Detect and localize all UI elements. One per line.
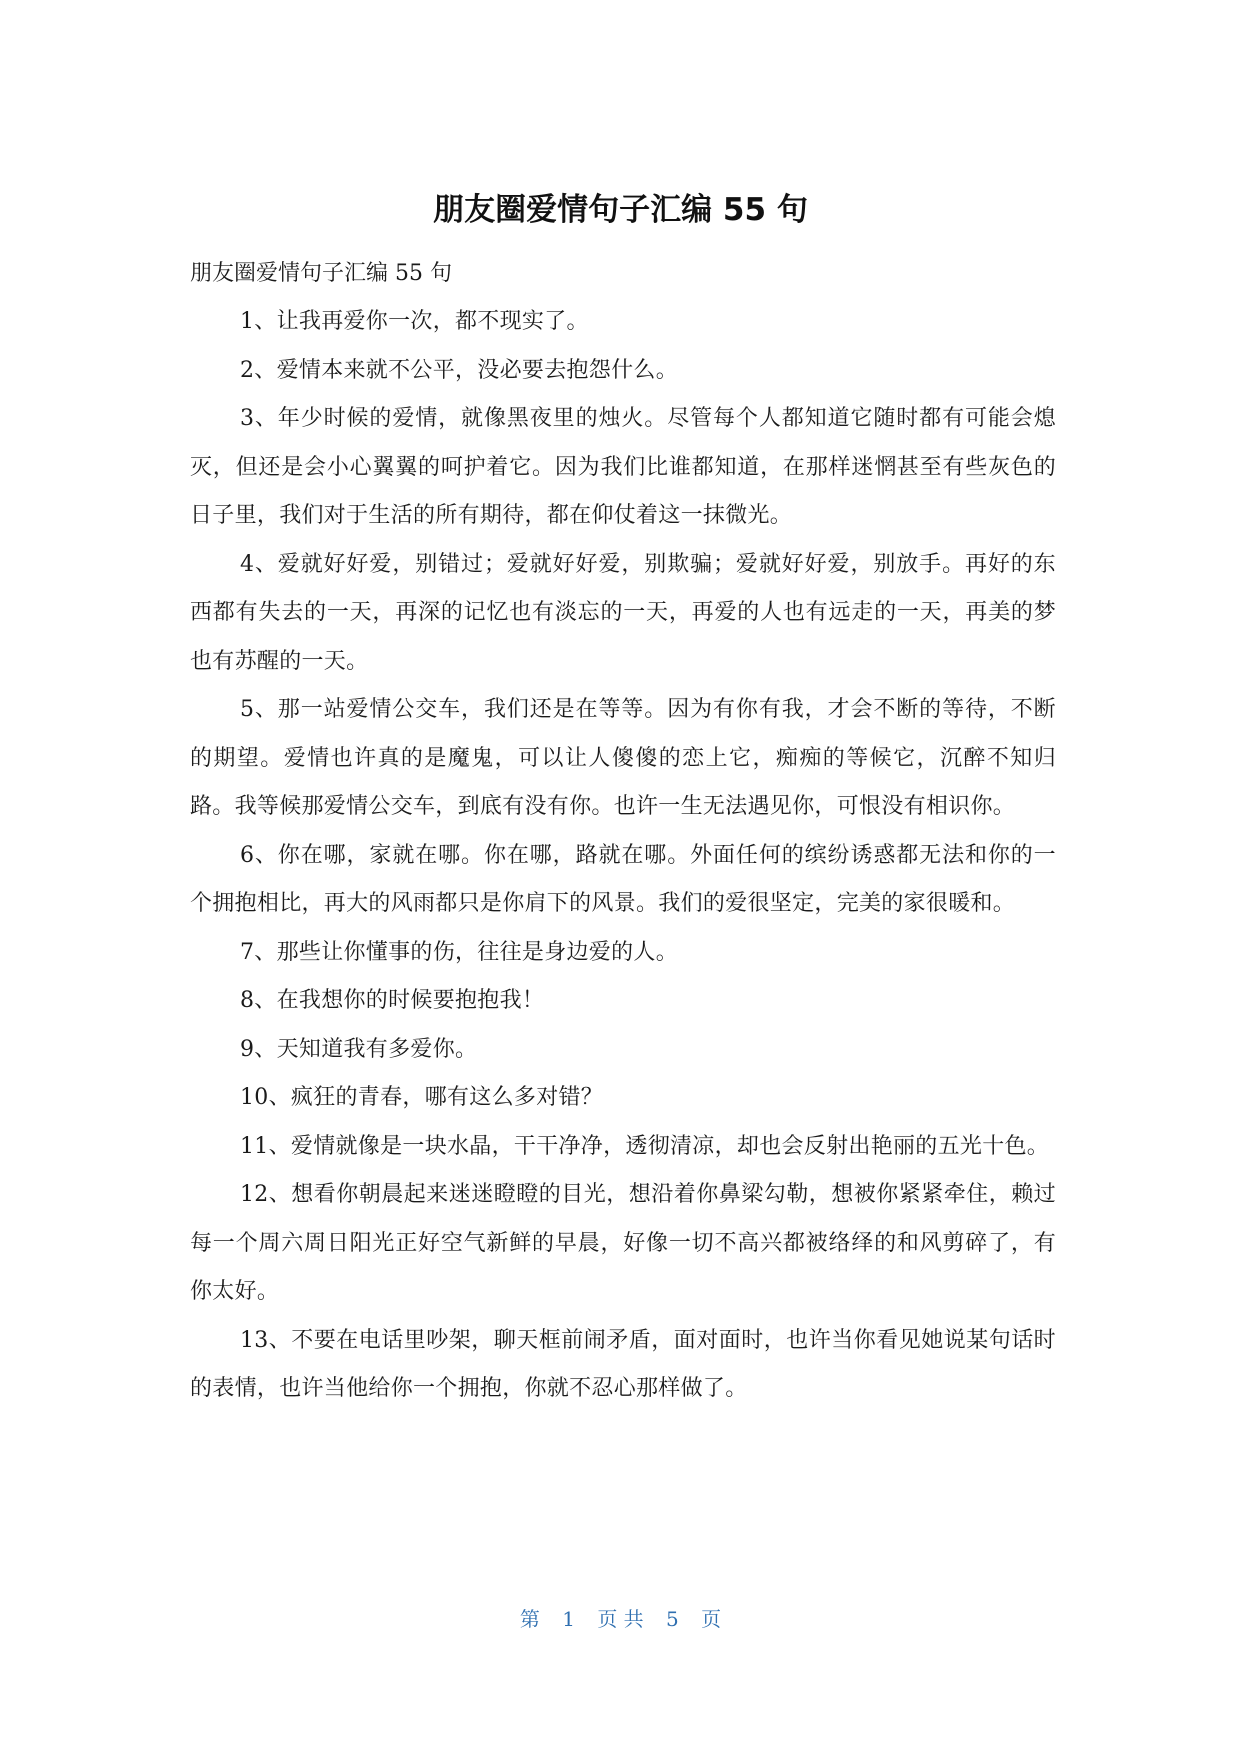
paragraph-3: 3、年少时候的爱情，就像黑夜里的烛火。尽管每个人都知道它随时都有可能会熄灭，但还是会小心翼翼的呵护着它。因为我们比谁都知道，在那样迷惘甚至有些灰色的日子里，我们对于生活的所有期待，都在仰仗着这一抹微光。 xyxy=(190,406,1056,528)
paragraph-6: 6、你在哪，家就在哪。你在哪，路就在哪。外面任何的缤纷诱惑都无法和你的一个拥抱相比，再大的风雨都只是你肩下的风景。我们的爱很坚定，完美的家很暖和。 xyxy=(190,842,1056,916)
footer-current-page: 1 xyxy=(562,1607,575,1631)
paragraph-11: 11、爱情就像是一块水晶，干干净净，透彻清凉，却也会反射出艳丽的五光十色。 xyxy=(240,1133,1050,1159)
document-title: 朋友圈爱情句子汇编 55 句 xyxy=(433,192,808,228)
paragraph-13: 13、不要在电话里吵架，聊天框前闹矛盾，面对面时，也许当你看见她说某句话时的表情，也许当他给你一个拥抱，你就不忍心那样做了。 xyxy=(190,1327,1056,1401)
footer-page-label: 第 xyxy=(519,1607,540,1631)
paragraph-10: 10、疯狂的青春，哪有这么多对错？ xyxy=(240,1085,604,1110)
footer-page-of-label: 页 共 xyxy=(597,1607,644,1631)
paragraph-7: 7、那些让你懂事的伤，往往是身边爱的人。 xyxy=(240,939,678,965)
document-body xyxy=(190,250,1056,1414)
paragraph-5: 5、那一站爱情公交车，我们还是在等等。因为有你有我，才会不断的等待，不断的期望。爱情也许真的是魔鬼，可以让人傻傻的恋上它，痴痴的等候它，沉醉不知归路。我等候那爱情公交车，到底有没有你。也许一生无法遇见你，可恨没有相识你。 xyxy=(190,697,1056,819)
footer-total-pages: 5 xyxy=(666,1607,679,1631)
paragraph-2: 2、爱情本来就不公平，没必要去抱怨什么。 xyxy=(240,357,678,383)
paragraph-1: 1、让我再爱你一次，都不现实了。 xyxy=(240,309,589,334)
paragraph-4: 4、爱就好好爱，别错过；爱就好好爱，别欺骗；爱就好好爱，别放手。再好的东西都有失去的一天，再深的记忆也有淡忘的一天，再爱的人也有远走的一天，再美的梦也有苏醒的一天。 xyxy=(190,551,1056,674)
paragraph-8: 8、在我想你的时候要抱抱我！ xyxy=(240,988,545,1013)
page-footer xyxy=(0,1604,1241,1634)
document-subtitle: 朋友圈爱情句子汇编 55 句 xyxy=(190,261,452,286)
paragraph-9: 9、天知道我有多爱你。 xyxy=(240,1036,478,1062)
paragraph-12: 12、想看你朝晨起来迷迷瞪瞪的目光，想沿着你鼻梁勾勒，想被你紧紧牵住，赖过每一个周六周日阳光正好空气新鲜的早晨，好像一切不高兴都被络绎的和风剪碎了，有你太好。 xyxy=(190,1182,1056,1304)
footer-pages-label: 页 xyxy=(701,1607,722,1631)
